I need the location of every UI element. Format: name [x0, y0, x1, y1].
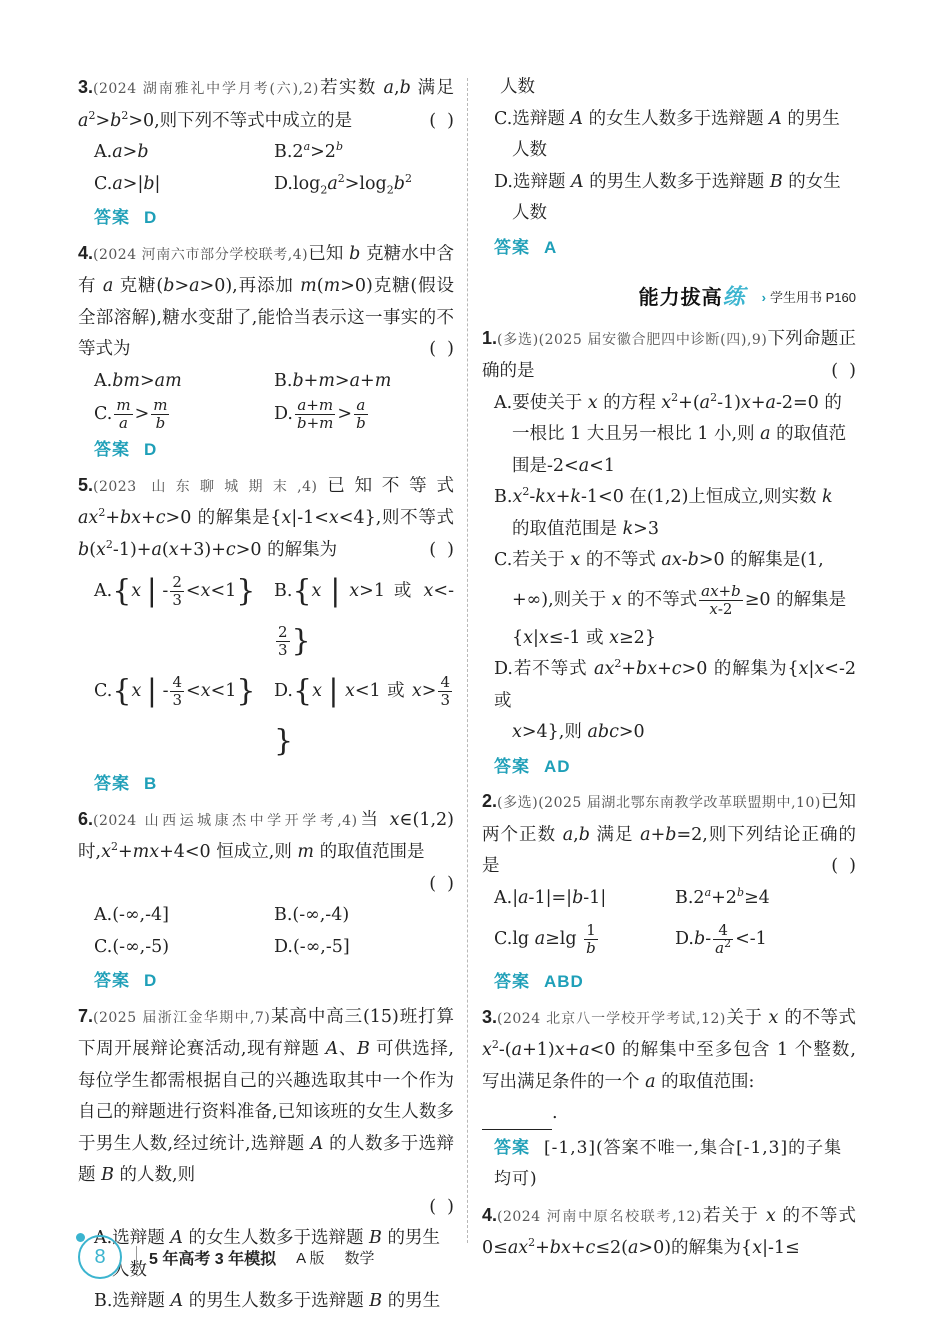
option-a: A.{x | - $\frac{2}{3}$ <x<1}	[94, 573, 256, 609]
answer-value: D	[144, 971, 158, 990]
question-number: 7.	[78, 1005, 94, 1026]
answer	[94, 965, 454, 997]
answer-paren: ( )	[429, 110, 454, 131]
chevron-right-icon: ›	[761, 290, 767, 305]
answer-label: 答案	[494, 237, 530, 257]
option-d: D.(-∞,-5]	[274, 936, 350, 957]
book-title: 5 年高考 3 年模拟	[136, 1246, 276, 1269]
option-c: C.(-∞,-5)	[94, 936, 170, 957]
answer-paren: ( )	[429, 873, 454, 894]
page-footer	[78, 1235, 375, 1279]
question-1: 1.(多选)(2025 届安徽合肥四中诊断(四),9)下列命题正确的是 ( ) A.要使关于 x 的方程 $x^2+(a^2-1)x+a-2=0$ 的 一根比 1 大且另一根比 1 小,则 a 的取值范 围是-2<a<1 $B.x^2-kx+k-1<0$ 在(1,2)上恒成立,则实数 k 的取值范围是 k>3 C.若关于 x 的不等式 ax-b>0 的解集是(1, +∞),则关于 x 的不等式 $\frac{ax+b}{x-2}$ ≥0 的解集是 {x|x≤-1 或 x≥2} D.若不等式 $ax^2+bx+c>0$ 的解集为{x|x<-2 或 x>4},则 abc>0 答案 AD	[482, 323, 856, 783]
answer-value: D	[144, 208, 158, 227]
dot-icon	[76, 1233, 85, 1242]
option-d: D.选辩题 A 的男生人数多于选辩题 B 的女生 人数	[494, 171, 841, 223]
option-d: D.若不等式 $ax^2+bx+c>0$ 的解集为{x|x<-2 或 x>4},则 abc>0	[494, 657, 856, 742]
answer-value: [-1,3](答案不唯一,集合[-1,3]的子集均可)	[494, 1137, 843, 1189]
question-source: (2024 河南六市部分学校联考,4)	[93, 246, 309, 263]
option-c: C.若关于 x 的不等式 ax-b>0 的解集是(1, +∞),则关于 x 的不等式 $\frac{ax+b}{x-2}$ ≥0 的解集是 {x|x≤-1 或 x≥2}	[494, 550, 847, 648]
options	[482, 883, 856, 965]
section-title-main: 能力拔高	[638, 287, 723, 309]
answer	[494, 966, 856, 998]
answer	[494, 1132, 856, 1196]
options	[78, 566, 454, 766]
options	[78, 900, 454, 963]
option-c: C.选辩题 A 的女生人数多于选辩题 A 的男生 人数	[494, 108, 840, 160]
question-number: 6.	[78, 808, 94, 829]
section-reference	[762, 282, 856, 314]
question-7-continued	[482, 72, 856, 263]
question-source: (2024 湖南雅礼中学月考(六),2)	[93, 81, 319, 97]
answer	[94, 768, 454, 800]
question-source: (2025 届浙江金华期中,7)	[93, 1009, 271, 1026]
option-b: B.选辩题 A 的男生人数多于选辩题 B 的男生	[94, 1291, 441, 1311]
question-number: 4.	[78, 242, 94, 263]
answer-value: B	[144, 774, 158, 793]
question-source: (2024 山西运城康杰中学开学考,4)	[93, 812, 358, 829]
answer-value: D	[144, 440, 158, 459]
book-edition: A 版	[296, 1249, 325, 1267]
question-number: 5.	[78, 474, 94, 495]
option-a: A.要使关于 x 的方程 $x^2+(a^2-1)x+a-2=0$ 的 一根比 1 大且另一根比 1 小,则 a 的取值范 围是-2<a<1	[494, 390, 847, 476]
book-subject: 数学	[344, 1249, 375, 1267]
question-4: 4.(2024 河南中原名校联考,12)若关于 x 的不等式 $0\le ax^2+bx+c\le 2(a>0)$的解集为{x|-1≤	[482, 1204, 856, 1258]
question-source: (2024 北京八一学校开学考试,12)	[497, 1010, 726, 1027]
option-d: D.b- $\frac{4}{a^2}$ <-1	[675, 921, 767, 957]
answer-paren: ( )	[831, 361, 856, 381]
option-b: B.b+m>a+m	[274, 370, 392, 391]
page-number: 8	[94, 1245, 106, 1268]
options	[482, 104, 856, 230]
answer-value: ABD	[544, 972, 584, 991]
column-divider	[467, 78, 468, 1243]
option-b-tail: 人数	[500, 77, 535, 97]
option-b: $B.2^a>2^b$	[274, 140, 343, 162]
question-number: 1.	[482, 327, 498, 348]
question-number: 4.	[482, 1204, 498, 1225]
options	[482, 388, 856, 749]
question-number: 3.	[78, 77, 94, 97]
option-b: B.(-∞,-4)	[274, 905, 350, 925]
option-d: $D.\log_2a^2>\log_2b^2$	[274, 171, 412, 196]
section-reference-text: 学生用书 P160	[770, 290, 856, 305]
answer	[94, 434, 454, 466]
answer	[494, 751, 856, 783]
option-a: A.|a-1|=|b-1|	[494, 887, 607, 908]
options	[78, 366, 454, 433]
right-column	[482, 72, 856, 1267]
option-d: D.{x | x<1 或 x> $\frac{4}{3}$ }	[274, 673, 450, 759]
answer	[94, 202, 454, 234]
question-5: 5.(2023 山东聊城期末,4)已知不等式 $ax^2+bx+c>0$ 的解集是{x|-1<x<4},则不等式$b(x^2-1)+a(x+3)+c>0$ 的解集为 ( ) A.{x | - $\frac{2}{3}$ <x<1} B.{x | x>1 或 x<- $\frac{2}{3}$ } C.{x | - $\frac{4}{3}$ <x<1} D.{x | x<1 或 x> $\frac{4}{3}$ } 答案 B	[78, 470, 454, 800]
question-source: (2023 山东聊城期末,4)	[93, 478, 318, 495]
option-b: $B.x^2-kx+k-1<0$ 在(1,2)上恒成立,则实数 k 的取值范围是 k>3	[494, 485, 833, 539]
page-number-badge	[78, 1235, 122, 1279]
answer-paren: ( )	[429, 539, 454, 560]
question-2: 2.(多选)(2025 届湖北鄂东南教学改革联盟期中,10)已知两个正数 a,b 满足 a+b=2,则下列结论正确的是 ( ) A.|a-1|=|b-1| $B.2^a+2^b\ge 4$ C.lg a≥lg $\frac{1}{b}$ D.b- $\frac{4}{a^2}$ <-1 答案 ABD	[482, 786, 856, 998]
option-a: A.(-∞,-4]	[94, 905, 169, 925]
option-a: A.选辩题 A 的女生人数多于选辩题 B 的男生 人数	[94, 1228, 440, 1280]
section-title	[639, 281, 746, 315]
question-source: (多选)(2025 届安徽合肥四中诊断(四),9)	[497, 331, 768, 348]
answer-label: 答案	[494, 972, 530, 991]
answer-label: 答案	[94, 971, 130, 990]
fill-blank[interactable]	[482, 1111, 552, 1130]
option-c: C.{x | - $\frac{4}{3}$ <x<1}	[94, 673, 256, 709]
left-column	[78, 72, 454, 1320]
answer-paren: ( )	[429, 339, 454, 359]
question-4: 4.(2024 河南六市部分学校联考,4)已知 b 克糖水中含有 a 克糖(b>a>0),再添加 m(m>0)克糖(假设全部溶解),糖水变甜了,能恰当表示这一事实的不等式为 ( ) A.bm>am B.b+m>a+m C. $\frac{m}{a}$ > $\frac{m}{b}$ D. $\frac{a+m}{b+m}$ > $\frac{a}{b}$ 答案 D	[78, 238, 454, 466]
options	[78, 137, 454, 200]
question-7: 7.(2025 届浙江金华期中,7)某高中高三(15)班打算下周开展辩论赛活动,现有辩题 A、B 可供选择,每位学生都需根据自己的兴趣选取其中一个作为自己的辩题进行资料准备,已知该班的女生人数多于男生人数,经过统计,选辩题 A 的人数多于选辩题 B 的人数,则 ( ) A.选辩题 A 的女生人数多于选辩题 B 的男生 人数 B.选辩题 A 的男生人数多于选辩题 B 的男生	[78, 1001, 454, 1318]
answer-paren: ( )	[831, 856, 856, 876]
option-b: B.{x | x>1 或 x<- $\frac{2}{3}$ }	[274, 573, 454, 659]
option-a: A.a>b	[94, 142, 149, 162]
answer-label: 答案	[94, 440, 130, 459]
section-title-accent: 练	[722, 284, 746, 309]
question-number: 2.	[482, 791, 498, 811]
answer	[494, 232, 856, 264]
answer-label: 答案	[94, 208, 130, 227]
question-source: (多选)(2025 届湖北鄂东南教学改革联盟期中,10)	[497, 795, 821, 811]
section-header	[482, 281, 856, 315]
question-3: 3.(2024 北京八一学校开学考试,12)关于 x 的不等式 $x^2-(a+1)x+a<0$ 的解集中至多包含 1 个整数,写出满足条件的一个 a 的取值范围: . 答案 [-1,3](答案不唯一,集合[-1,3]的子集均可)	[482, 1002, 856, 1196]
answer-paren: ( )	[429, 1196, 454, 1217]
answer-label: 答案	[494, 756, 530, 776]
option-c: C.a>|b|	[94, 173, 161, 194]
answer-label: 答案	[494, 1137, 530, 1157]
answer-value: A	[544, 237, 558, 257]
option-a: A.bm>am	[94, 370, 182, 391]
option-b: $B.2^a+2^b\ge 4$	[675, 885, 770, 908]
question-number: 3.	[482, 1006, 498, 1027]
answer-label: 答案	[94, 774, 130, 793]
question-6: 6.(2024 山西运城康杰中学开学考,4)当 x∈(1,2)时$,x^2+mx+4<0$ 恒成立,则 m 的取值范围是 ( ) A.(-∞,-4] B.(-∞,-4) C.(-∞,-5) D.(-∞,-5] 答案 D	[78, 804, 454, 997]
option-c: C.lg a≥lg $\frac{1}{b}$	[494, 921, 596, 957]
answer-value: AD	[544, 756, 571, 776]
option-c: C. $\frac{m}{a}$ > $\frac{m}{b}$	[94, 396, 168, 432]
question-source: (2024 河南中原名校联考,12)	[497, 1208, 702, 1225]
question-3: 3.(2024 湖南雅礼中学月考(六),2)若实数 a,b 满足 $a^2>b^2>0$,则下列不等式中成立的是 ( ) A.a>b $B.2^a>2^b$ C.a>|b| $D.\log_2a^2>\log_2b^2$ 答案 D	[78, 72, 454, 234]
option-d: D. $\frac{a+m}{b+m}$ > $\frac{a}{b}$	[274, 396, 366, 432]
